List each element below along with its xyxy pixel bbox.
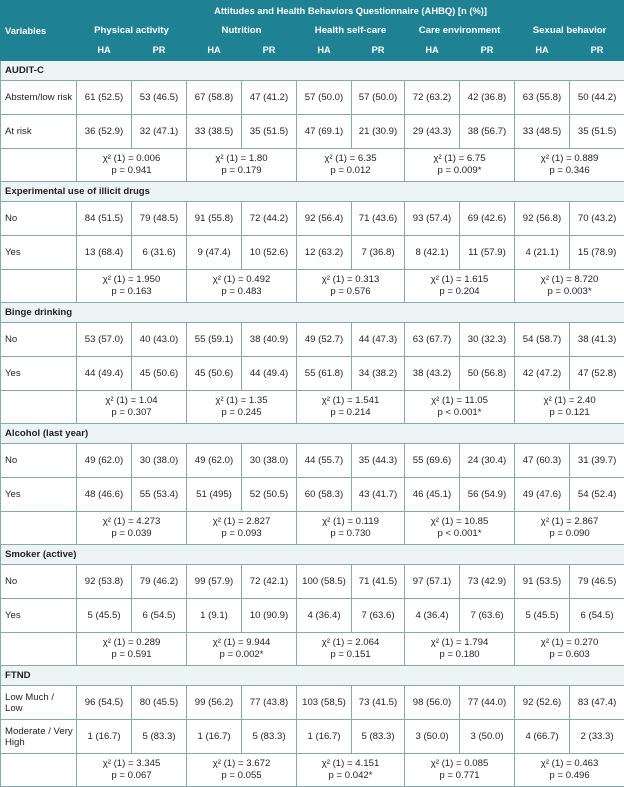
chi-square-value: χ² (1) = 10.85: [407, 516, 512, 528]
stat-cell: [405, 149, 515, 182]
table-cell: 38 (56.7): [460, 115, 515, 149]
table-cell: 53 (57.0): [77, 323, 132, 357]
table-cell: 44 (49.4): [242, 357, 297, 391]
table-cell: 47 (69.1): [297, 115, 352, 149]
table-cell: 13 (68.4): [77, 236, 132, 270]
table-cell: 32 (47.1): [132, 115, 187, 149]
stat-cell: [405, 754, 515, 787]
chi-square-value: χ² (1) = 1.541: [299, 395, 402, 407]
table-row: [1, 599, 624, 633]
table-cell: 49 (62.0): [187, 444, 242, 478]
table-cell: 71 (43.6): [352, 202, 405, 236]
stat-cell: [297, 270, 405, 303]
chi-square-value: χ² (1) = 2.064: [299, 637, 402, 649]
section-row: [1, 545, 624, 565]
table-cell: 50 (44.2): [570, 81, 624, 115]
section-title: AUDIT-C: [1, 61, 624, 81]
table-cell: 1 (16.7): [297, 720, 352, 754]
table-cell: 45 (50.6): [132, 357, 187, 391]
stat-cell: [187, 633, 297, 666]
section-row: [1, 61, 624, 81]
stat-cell: [405, 391, 515, 424]
table-cell: 36 (52.9): [77, 115, 132, 149]
table-cell: 42 (47.2): [515, 357, 570, 391]
stat-cell: [77, 633, 187, 666]
table-cell: 33 (38.5): [187, 115, 242, 149]
row-label: No: [1, 202, 77, 236]
table-cell: 5 (45.5): [77, 599, 132, 633]
chi-square-value: χ² (1) = 0.889: [517, 153, 622, 165]
table-cell: 67 (58.8): [187, 81, 242, 115]
stats-row: [1, 754, 624, 787]
chi-square-value: χ² (1) = 4.273: [79, 516, 184, 528]
p-value: p = 0.002*: [189, 649, 294, 661]
table-cell: 1 (9.1): [187, 599, 242, 633]
stat-cell: [297, 391, 405, 424]
stats-row: [1, 633, 624, 666]
table-cell: 77 (43.8): [242, 686, 297, 720]
table-cell: 30 (38.0): [132, 444, 187, 478]
section-row: [1, 424, 624, 444]
stats-row: [1, 512, 624, 545]
stat-cell: [515, 149, 624, 182]
p-value: p < 0.001*: [407, 528, 512, 540]
pr-header: PR: [242, 40, 297, 61]
section-title: Binge drinking: [1, 303, 624, 323]
p-value: p = 0.151: [299, 649, 402, 661]
table-cell: 46 (45.1): [405, 478, 460, 512]
stat-cell: [187, 391, 297, 424]
table-cell: 79 (46.5): [570, 565, 624, 599]
p-value: p = 0.730: [299, 528, 402, 540]
table-cell: 43 (41.7): [352, 478, 405, 512]
chi-square-value: χ² (1) = 0.270: [517, 637, 622, 649]
p-value: p = 0.003*: [517, 286, 622, 298]
table-cell: 57 (50.0): [297, 81, 352, 115]
chi-square-value: χ² (1) = 1.615: [407, 274, 512, 286]
p-value: p = 0.591: [79, 649, 184, 661]
table-cell: 71 (41.5): [352, 565, 405, 599]
table-row: [1, 323, 624, 357]
table-cell: 33 (48.5): [515, 115, 570, 149]
table-cell: 57 (50.0): [352, 81, 405, 115]
table-row: [1, 115, 624, 149]
table-cell: 21 (30.9): [352, 115, 405, 149]
table-cell: 97 (57.1): [405, 565, 460, 599]
empty-cell: [1, 149, 77, 182]
table-cell: 79 (48.5): [132, 202, 187, 236]
table-cell: 52 (50.5): [242, 478, 297, 512]
table-cell: 73 (41.5): [352, 686, 405, 720]
p-value: p = 0.009*: [407, 165, 512, 177]
p-value: p = 0.012: [299, 165, 402, 177]
table-cell: 91 (55.8): [187, 202, 242, 236]
table-row: [1, 81, 624, 115]
chi-square-value: χ² (1) = 1.80: [189, 153, 294, 165]
table-cell: 55 (53.4): [132, 478, 187, 512]
table-cell: 72 (63.2): [405, 81, 460, 115]
table-cell: 83 (47.4): [570, 686, 624, 720]
p-value: p = 0.771: [407, 770, 512, 782]
p-value: p = 0.603: [517, 649, 622, 661]
table-cell: 44 (49.4): [77, 357, 132, 391]
table-cell: 5 (83.3): [242, 720, 297, 754]
table-cell: 7 (36.8): [352, 236, 405, 270]
pr-header: PR: [570, 40, 624, 61]
section-title: FTND: [1, 666, 624, 686]
table-cell: 70 (43.2): [570, 202, 624, 236]
row-label: Abstem/low risk: [1, 81, 77, 115]
empty-cell: [1, 391, 77, 424]
stats-row: [1, 391, 624, 424]
table-cell: 73 (42.9): [460, 565, 515, 599]
table-row: [1, 202, 624, 236]
row-label: Yes: [1, 599, 77, 633]
row-label: No: [1, 323, 77, 357]
table-row: [1, 686, 624, 720]
table-cell: 47 (60.3): [515, 444, 570, 478]
section-title: Smoker (active): [1, 545, 624, 565]
p-value: p = 0.483: [189, 286, 294, 298]
section-row: [1, 303, 624, 323]
table-cell: 79 (46.2): [132, 565, 187, 599]
stats-row: [1, 270, 624, 303]
chi-square-value: χ² (1) = 0.289: [79, 637, 184, 649]
table-cell: 6 (31.6): [132, 236, 187, 270]
p-value: p = 0.121: [517, 407, 622, 419]
row-label: Low Much / Low: [1, 686, 77, 720]
stat-cell: [77, 754, 187, 787]
table-cell: 49 (52.7): [297, 323, 352, 357]
p-value: p = 0.941: [79, 165, 184, 177]
p-value: p = 0.204: [407, 286, 512, 298]
table-cell: 80 (45.5): [132, 686, 187, 720]
table-cell: 30 (38.0): [242, 444, 297, 478]
table-cell: 1 (16.7): [77, 720, 132, 754]
table-cell: 98 (56.0): [405, 686, 460, 720]
table-cell: 42 (36.8): [460, 81, 515, 115]
table-cell: 54 (58.7): [515, 323, 570, 357]
p-value: p = 0.093: [189, 528, 294, 540]
table-row: [1, 236, 624, 270]
chi-square-value: χ² (1) = 0.085: [407, 758, 512, 770]
empty-cell: [1, 754, 77, 787]
row-label: Moderate / Very High: [1, 720, 77, 754]
table-cell: 96 (54.5): [77, 686, 132, 720]
chi-square-value: χ² (1) = 8.720: [517, 274, 622, 286]
table-cell: 92 (52.6): [515, 686, 570, 720]
table-cell: 7 (63.6): [352, 599, 405, 633]
stat-cell: [405, 512, 515, 545]
table-cell: 24 (30.4): [460, 444, 515, 478]
table-cell: 3 (50.0): [405, 720, 460, 754]
p-value: p = 0.346: [517, 165, 622, 177]
table-cell: 44 (47.3): [352, 323, 405, 357]
table-cell: 4 (36.4): [297, 599, 352, 633]
stat-cell: [515, 512, 624, 545]
table-cell: 84 (51.5): [77, 202, 132, 236]
table-cell: 69 (42.6): [460, 202, 515, 236]
group-header: Health self-care: [297, 21, 405, 40]
stat-cell: [515, 633, 624, 666]
table-cell: 92 (53.8): [77, 565, 132, 599]
table-row: [1, 720, 624, 754]
table-cell: 72 (44.2): [242, 202, 297, 236]
p-value: p = 0.042*: [299, 770, 402, 782]
table-header: [1, 1, 624, 61]
table-cell: 10 (52.6): [242, 236, 297, 270]
table-cell: 38 (40.9): [242, 323, 297, 357]
row-label: Yes: [1, 478, 77, 512]
table-cell: 92 (56.8): [515, 202, 570, 236]
chi-square-value: χ² (1) = 3.672: [189, 758, 294, 770]
chi-square-value: χ² (1) = 6.75: [407, 153, 512, 165]
table-cell: 40 (43.0): [132, 323, 187, 357]
section-row: [1, 182, 624, 202]
empty-cell: [1, 270, 77, 303]
table-cell: 4 (21.1): [515, 236, 570, 270]
table-cell: 55 (69.6): [405, 444, 460, 478]
table-row: [1, 444, 624, 478]
chi-square-value: χ² (1) = 2.40: [517, 395, 622, 407]
table-cell: 50 (56.8): [460, 357, 515, 391]
table-cell: 29 (43.3): [405, 115, 460, 149]
stat-cell: [405, 270, 515, 303]
chi-square-value: χ² (1) = 1.794: [407, 637, 512, 649]
stat-cell: [405, 633, 515, 666]
stat-cell: [297, 512, 405, 545]
chi-square-value: χ² (1) = 1.35: [189, 395, 294, 407]
p-value: p = 0.090: [517, 528, 622, 540]
stat-cell: [187, 512, 297, 545]
chi-square-value: χ² (1) = 1.04: [79, 395, 184, 407]
table-cell: 56 (54.9): [460, 478, 515, 512]
table-cell: 48 (46.6): [77, 478, 132, 512]
table-cell: 77 (44.0): [460, 686, 515, 720]
table-cell: 4 (36.4): [405, 599, 460, 633]
row-label: Yes: [1, 236, 77, 270]
chi-square-value: χ² (1) = 0.006: [79, 153, 184, 165]
table-cell: 11 (57.9): [460, 236, 515, 270]
stat-cell: [515, 754, 624, 787]
stat-cell: [187, 270, 297, 303]
table-cell: 100 (58.5): [297, 565, 352, 599]
p-value: p < 0.001*: [407, 407, 512, 419]
section-title: Experimental use of illicit drugs: [1, 182, 624, 202]
table-cell: 60 (58.3): [297, 478, 352, 512]
pr-header: PR: [132, 40, 187, 61]
stat-cell: [77, 270, 187, 303]
row-label: Yes: [1, 357, 77, 391]
chi-square-value: χ² (1) = 0.313: [299, 274, 402, 286]
p-value: p = 0.180: [407, 649, 512, 661]
section-title: Alcohol (last year): [1, 424, 624, 444]
stat-cell: [515, 270, 624, 303]
ha-header: HA: [405, 40, 460, 61]
stat-cell: [77, 149, 187, 182]
chi-square-value: χ² (1) = 0.119: [299, 516, 402, 528]
table-cell: 103 (58,5): [297, 686, 352, 720]
pr-header: PR: [352, 40, 405, 61]
stat-cell: [515, 391, 624, 424]
empty-cell: [1, 512, 77, 545]
table-cell: 4 (66.7): [515, 720, 570, 754]
stats-row: [1, 149, 624, 182]
p-value: p = 0.496: [517, 770, 622, 782]
stat-cell: [77, 391, 187, 424]
table-cell: 91 (53.5): [515, 565, 570, 599]
table-cell: 93 (57.4): [405, 202, 460, 236]
stat-cell: [187, 754, 297, 787]
table-cell: 99 (56.2): [187, 686, 242, 720]
table-cell: 47 (52.8): [570, 357, 624, 391]
p-value: p = 0.214: [299, 407, 402, 419]
table-cell: 35 (51.5): [570, 115, 624, 149]
table-cell: 63 (55.8): [515, 81, 570, 115]
table-cell: 34 (38.2): [352, 357, 405, 391]
table-cell: 8 (42.1): [405, 236, 460, 270]
stat-cell: [297, 633, 405, 666]
table-cell: 61 (52.5): [77, 81, 132, 115]
stat-cell: [297, 754, 405, 787]
table-cell: 53 (46.5): [132, 81, 187, 115]
chi-square-value: χ² (1) = 0.463: [517, 758, 622, 770]
table-cell: 30 (32.3): [460, 323, 515, 357]
p-value: p = 0.179: [189, 165, 294, 177]
table-cell: 12 (63.2): [297, 236, 352, 270]
table-cell: 47 (41.2): [242, 81, 297, 115]
table-cell: 5 (83.3): [132, 720, 187, 754]
table-cell: 72 (42.1): [242, 565, 297, 599]
p-value: p = 0.039: [79, 528, 184, 540]
table-cell: 3 (50.0): [460, 720, 515, 754]
pr-header: PR: [460, 40, 515, 61]
table-row: [1, 357, 624, 391]
table-cell: 55 (61.8): [297, 357, 352, 391]
table-cell: 99 (57.9): [187, 565, 242, 599]
p-value: p = 0.576: [299, 286, 402, 298]
table-cell: 1 (16.7): [187, 720, 242, 754]
table-cell: 38 (43.2): [405, 357, 460, 391]
table-row: [1, 565, 624, 599]
table-cell: 35 (44.3): [352, 444, 405, 478]
table-cell: 15 (78.9): [570, 236, 624, 270]
table-body: [1, 61, 624, 787]
table-cell: 45 (50.6): [187, 357, 242, 391]
chi-square-value: χ² (1) = 0.492: [189, 274, 294, 286]
p-value: p = 0.307: [79, 407, 184, 419]
chi-square-value: χ² (1) = 2.827: [189, 516, 294, 528]
group-header: Physical activity: [77, 21, 187, 40]
table-cell: 6 (54.5): [132, 599, 187, 633]
stat-cell: [187, 149, 297, 182]
chi-square-value: χ² (1) = 3.345: [79, 758, 184, 770]
group-header: Care environment: [405, 21, 515, 40]
table-cell: 44 (55.7): [297, 444, 352, 478]
variables-header: Variables: [1, 1, 77, 61]
table-cell: 35 (51.5): [242, 115, 297, 149]
chi-square-value: χ² (1) = 2.867: [517, 516, 622, 528]
ha-header: HA: [77, 40, 132, 61]
ha-header: HA: [297, 40, 352, 61]
ha-header: HA: [515, 40, 570, 61]
table-cell: 49 (47.6): [515, 478, 570, 512]
table-title: Attitudes and Health Behaviors Questionnaire (AHBQ) [n (%)]: [77, 1, 624, 21]
stat-cell: [297, 149, 405, 182]
table-cell: 55 (59.1): [187, 323, 242, 357]
section-row: [1, 666, 624, 686]
p-value: p = 0.245: [189, 407, 294, 419]
table-cell: 63 (67.7): [405, 323, 460, 357]
chi-square-value: χ² (1) = 9.944: [189, 637, 294, 649]
empty-cell: [1, 633, 77, 666]
p-value: p = 0.067: [79, 770, 184, 782]
p-value: p = 0.163: [79, 286, 184, 298]
chi-square-value: χ² (1) = 6.35: [299, 153, 402, 165]
table-cell: 7 (63.6): [460, 599, 515, 633]
stat-cell: [77, 512, 187, 545]
table-row: [1, 478, 624, 512]
table-cell: 6 (54.5): [570, 599, 624, 633]
row-label: At risk: [1, 115, 77, 149]
group-header: Nutrition: [187, 21, 297, 40]
chi-square-value: χ² (1) = 4.151: [299, 758, 402, 770]
p-value: p = 0.055: [189, 770, 294, 782]
chi-square-value: χ² (1) = 11.05: [407, 395, 512, 407]
table-cell: 49 (62.0): [77, 444, 132, 478]
table-cell: 2 (33.3): [570, 720, 624, 754]
chi-square-value: χ² (1) = 1.950: [79, 274, 184, 286]
row-label: No: [1, 444, 77, 478]
row-label: No: [1, 565, 77, 599]
table-cell: 92 (56.4): [297, 202, 352, 236]
table-cell: 51 (495): [187, 478, 242, 512]
group-header: Sexual behavior: [515, 21, 624, 40]
table-cell: 10 (90.9): [242, 599, 297, 633]
table-cell: 38 (41.3): [570, 323, 624, 357]
table-cell: 54 (52.4): [570, 478, 624, 512]
table-cell: 5 (83.3): [352, 720, 405, 754]
table-cell: 31 (39.7): [570, 444, 624, 478]
table-cell: 9 (47.4): [187, 236, 242, 270]
ha-header: HA: [187, 40, 242, 61]
table-cell: 5 (45.5): [515, 599, 570, 633]
